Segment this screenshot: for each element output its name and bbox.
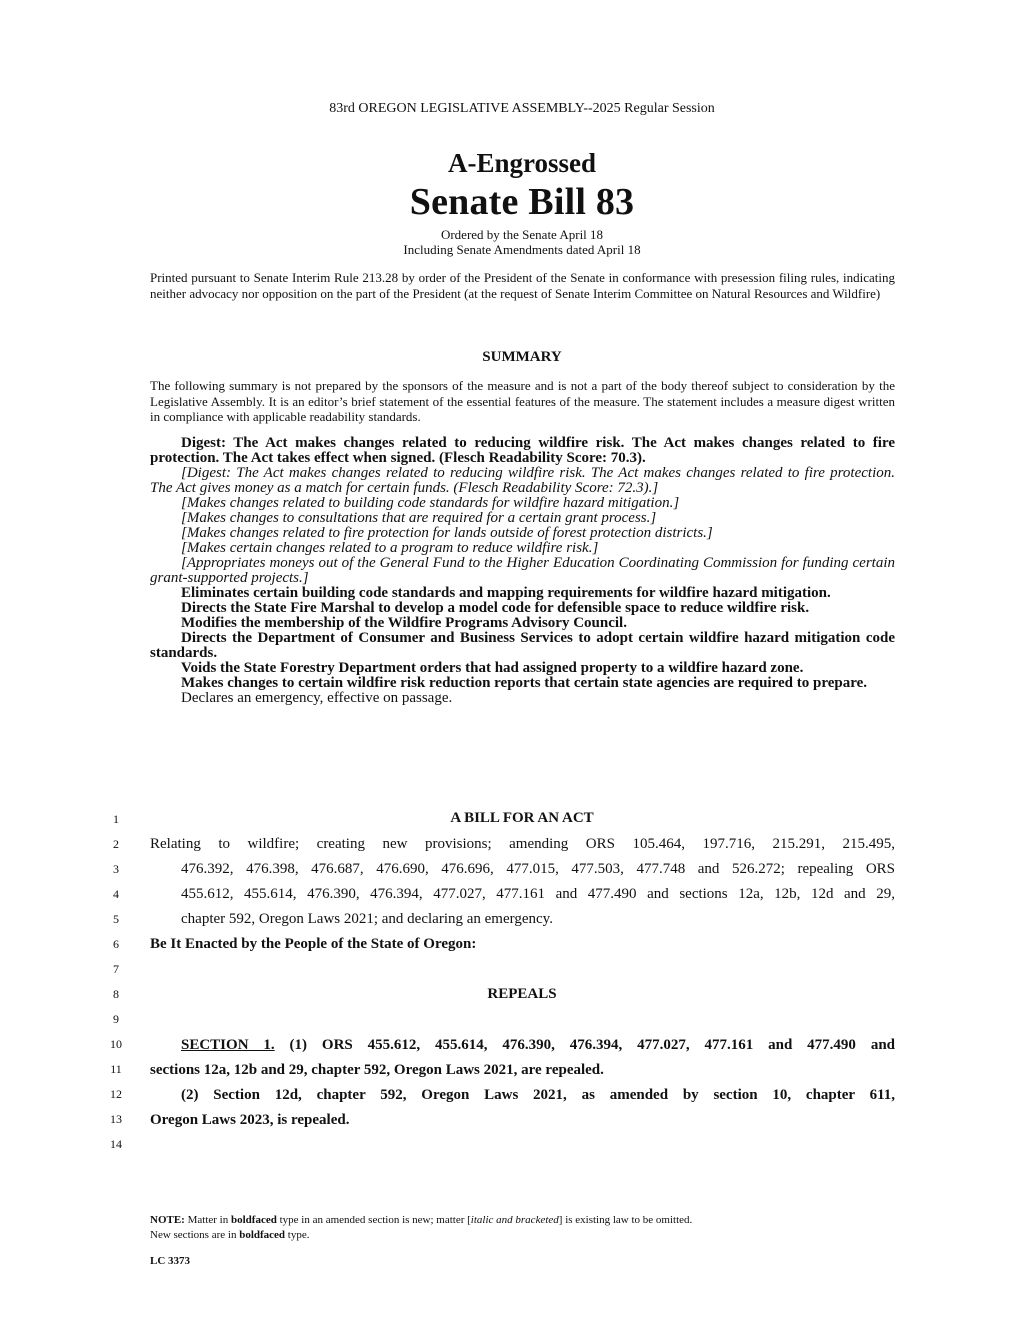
enacting-clause: Be It Enacted by the People of the State of Oregon: bbox=[150, 936, 477, 952]
note-text: type in an amended section is new; matter [ bbox=[276, 1214, 471, 1226]
note-line-1 bbox=[150, 1213, 895, 1228]
section-1-label: SECTION 1. bbox=[181, 1037, 275, 1053]
section-1-line-10 bbox=[181, 1037, 895, 1054]
summary-new-6: Makes changes to certain wildfire risk reduction reports that certain state agencies are required to prepare. bbox=[181, 675, 868, 691]
engrossed-label: A-Engrossed bbox=[447, 148, 597, 178]
note-bold: boldfaced bbox=[230, 1214, 277, 1226]
ordered-by bbox=[0, 227, 1024, 257]
section-1-line-12: (2) Section 12d, chapter 592, Oregon Laws 2021, as amended by section 10, chapter 611, bbox=[181, 1087, 895, 1103]
footer-note bbox=[150, 1213, 895, 1243]
summary-new-4: Directs the Department of Consumer and Business Services to adopt certain wildfire hazard mitigation code standards. bbox=[150, 630, 895, 661]
note-text: Matter in bbox=[184, 1214, 231, 1226]
line-number: 2 bbox=[113, 837, 119, 851]
line-number: 5 bbox=[113, 912, 119, 926]
lc-number: LC 3373 bbox=[150, 1255, 191, 1267]
note-bold: boldfaced bbox=[239, 1229, 286, 1241]
summary-heading: SUMMARY bbox=[482, 349, 562, 365]
ordered-line-1: Ordered by the Senate April 18 bbox=[440, 227, 604, 242]
summary-new-2: Directs the State Fire Marshal to develop a model code for defensible space to reduce wildfire risk. bbox=[181, 600, 810, 616]
line-number: 1 bbox=[113, 812, 119, 826]
summary-old-2: [Makes changes to consultations that are required for a certain grant process.] bbox=[181, 510, 657, 526]
note-text: New sections are in bbox=[150, 1229, 240, 1241]
line-number: 9 bbox=[113, 1012, 119, 1026]
summary-new-1: Eliminates certain building code standards and mapping requirements for wildfire hazard mitigation. bbox=[181, 585, 831, 601]
summary-old-3: [Makes changes related to fire protection for lands outside of forest protection districts.] bbox=[181, 525, 713, 541]
line-number: 6 bbox=[113, 937, 119, 951]
note-label: NOTE: bbox=[150, 1214, 185, 1226]
line-number: 8 bbox=[113, 987, 119, 1001]
section-1-line-13: Oregon Laws 2023, is repealed. bbox=[150, 1112, 350, 1128]
line-number: 4 bbox=[113, 887, 119, 901]
summary-old-5: [Appropriates moneys out of the General Fund to the Higher Education Coordinating Commission for funding certain grant-supported projects.] bbox=[150, 555, 895, 586]
printed-pursuant-statement bbox=[150, 270, 895, 301]
line-number: 14 bbox=[110, 1137, 122, 1151]
section-1-line-11: sections 12a, 12b and 29, chapter 592, Oregon Laws 2021, are repealed. bbox=[150, 1062, 604, 1078]
summary-new-5: Voids the State Forestry Department orders that had assigned property to a wildfire hazard zone. bbox=[181, 660, 804, 676]
bill-line-3: 476.392, 476.398, 476.687, 476.690, 476.696, 477.015, 477.503, 477.748 and 526.272; repealing ORS bbox=[181, 861, 895, 877]
printed-text: Printed pursuant to Senate Interim Rule 213.28 by order of the President of the Senate in conformance with presession filing rules, indicating neither advocacy nor opposition on the part of the President (at the request of Senate Interim Committee on Natural Resources and Wildfire) bbox=[150, 270, 895, 301]
digest-old: [Digest: The Act makes changes related to reducing wildfire risk. The Act makes changes related to fire protection. The Act gives money as a match for certain funds. (Flesch Readability Score: 72.3).] bbox=[150, 465, 895, 496]
repeals-heading: REPEALS bbox=[487, 986, 557, 1002]
bill-line-2: Relating to wildfire; creating new provisions; amending ORS 105.464, 197.716, 215.291, 215.495, bbox=[150, 836, 895, 852]
bill-line-5: chapter 592, Oregon Laws 2021; and declaring an emergency. bbox=[181, 911, 553, 927]
note-line-2 bbox=[150, 1228, 895, 1243]
summary-new-3: Modifies the membership of the Wildfire Programs Advisory Council. bbox=[181, 615, 627, 631]
note-text: ] is existing law to be omitted. bbox=[558, 1214, 693, 1226]
ordered-line-2: Including Senate Amendments dated April 18 bbox=[403, 242, 641, 257]
bill-heading: A BILL FOR AN ACT bbox=[450, 810, 594, 826]
line-number: 13 bbox=[110, 1112, 122, 1126]
session-heading: 83rd OREGON LEGISLATIVE ASSEMBLY--2025 Regular Session bbox=[329, 101, 715, 116]
bill-line-4: 455.612, 455.614, 476.390, 476.394, 477.027, 477.161 and 477.490 and sections 12a, 12b, 12d and 29, bbox=[181, 886, 895, 902]
note-text: type. bbox=[285, 1229, 310, 1241]
line-number: 7 bbox=[113, 962, 119, 976]
bill-title: Senate Bill 83 bbox=[409, 181, 635, 223]
section-1-text: (1) ORS 455.612, 455.614, 476.390, 476.394, 477.027, 477.161 and 477.490 and bbox=[274, 1037, 895, 1053]
line-number: 12 bbox=[110, 1087, 122, 1101]
line-number: 11 bbox=[110, 1062, 122, 1076]
line-number: 10 bbox=[110, 1037, 122, 1051]
summary-old-1: [Makes changes related to building code standards for wildfire hazard mitigation.] bbox=[181, 495, 680, 511]
line-number: 3 bbox=[113, 862, 119, 876]
summary-emergency: Declares an emergency, effective on passage. bbox=[181, 690, 453, 706]
summary-old-4: [Makes certain changes related to a program to reduce wildfire risk.] bbox=[181, 540, 599, 556]
summary-digest bbox=[150, 436, 895, 706]
summary-intro: The following summary is not prepared by the sponsors of the measure and is not a part of the body thereof subject to consideration by the Legislative Assembly. It is an editor’s brief statement of the essential features of the measure. The statement includes a measure digest written in compliance with applicable readability standards. bbox=[150, 378, 895, 425]
digest-new: Digest: The Act makes changes related to reducing wildfire risk. The Act makes changes related to fire protection. The Act takes effect when signed. (Flesch Readability Score: 70.3). bbox=[150, 435, 895, 466]
note-italic: italic and bracketed bbox=[470, 1214, 559, 1226]
